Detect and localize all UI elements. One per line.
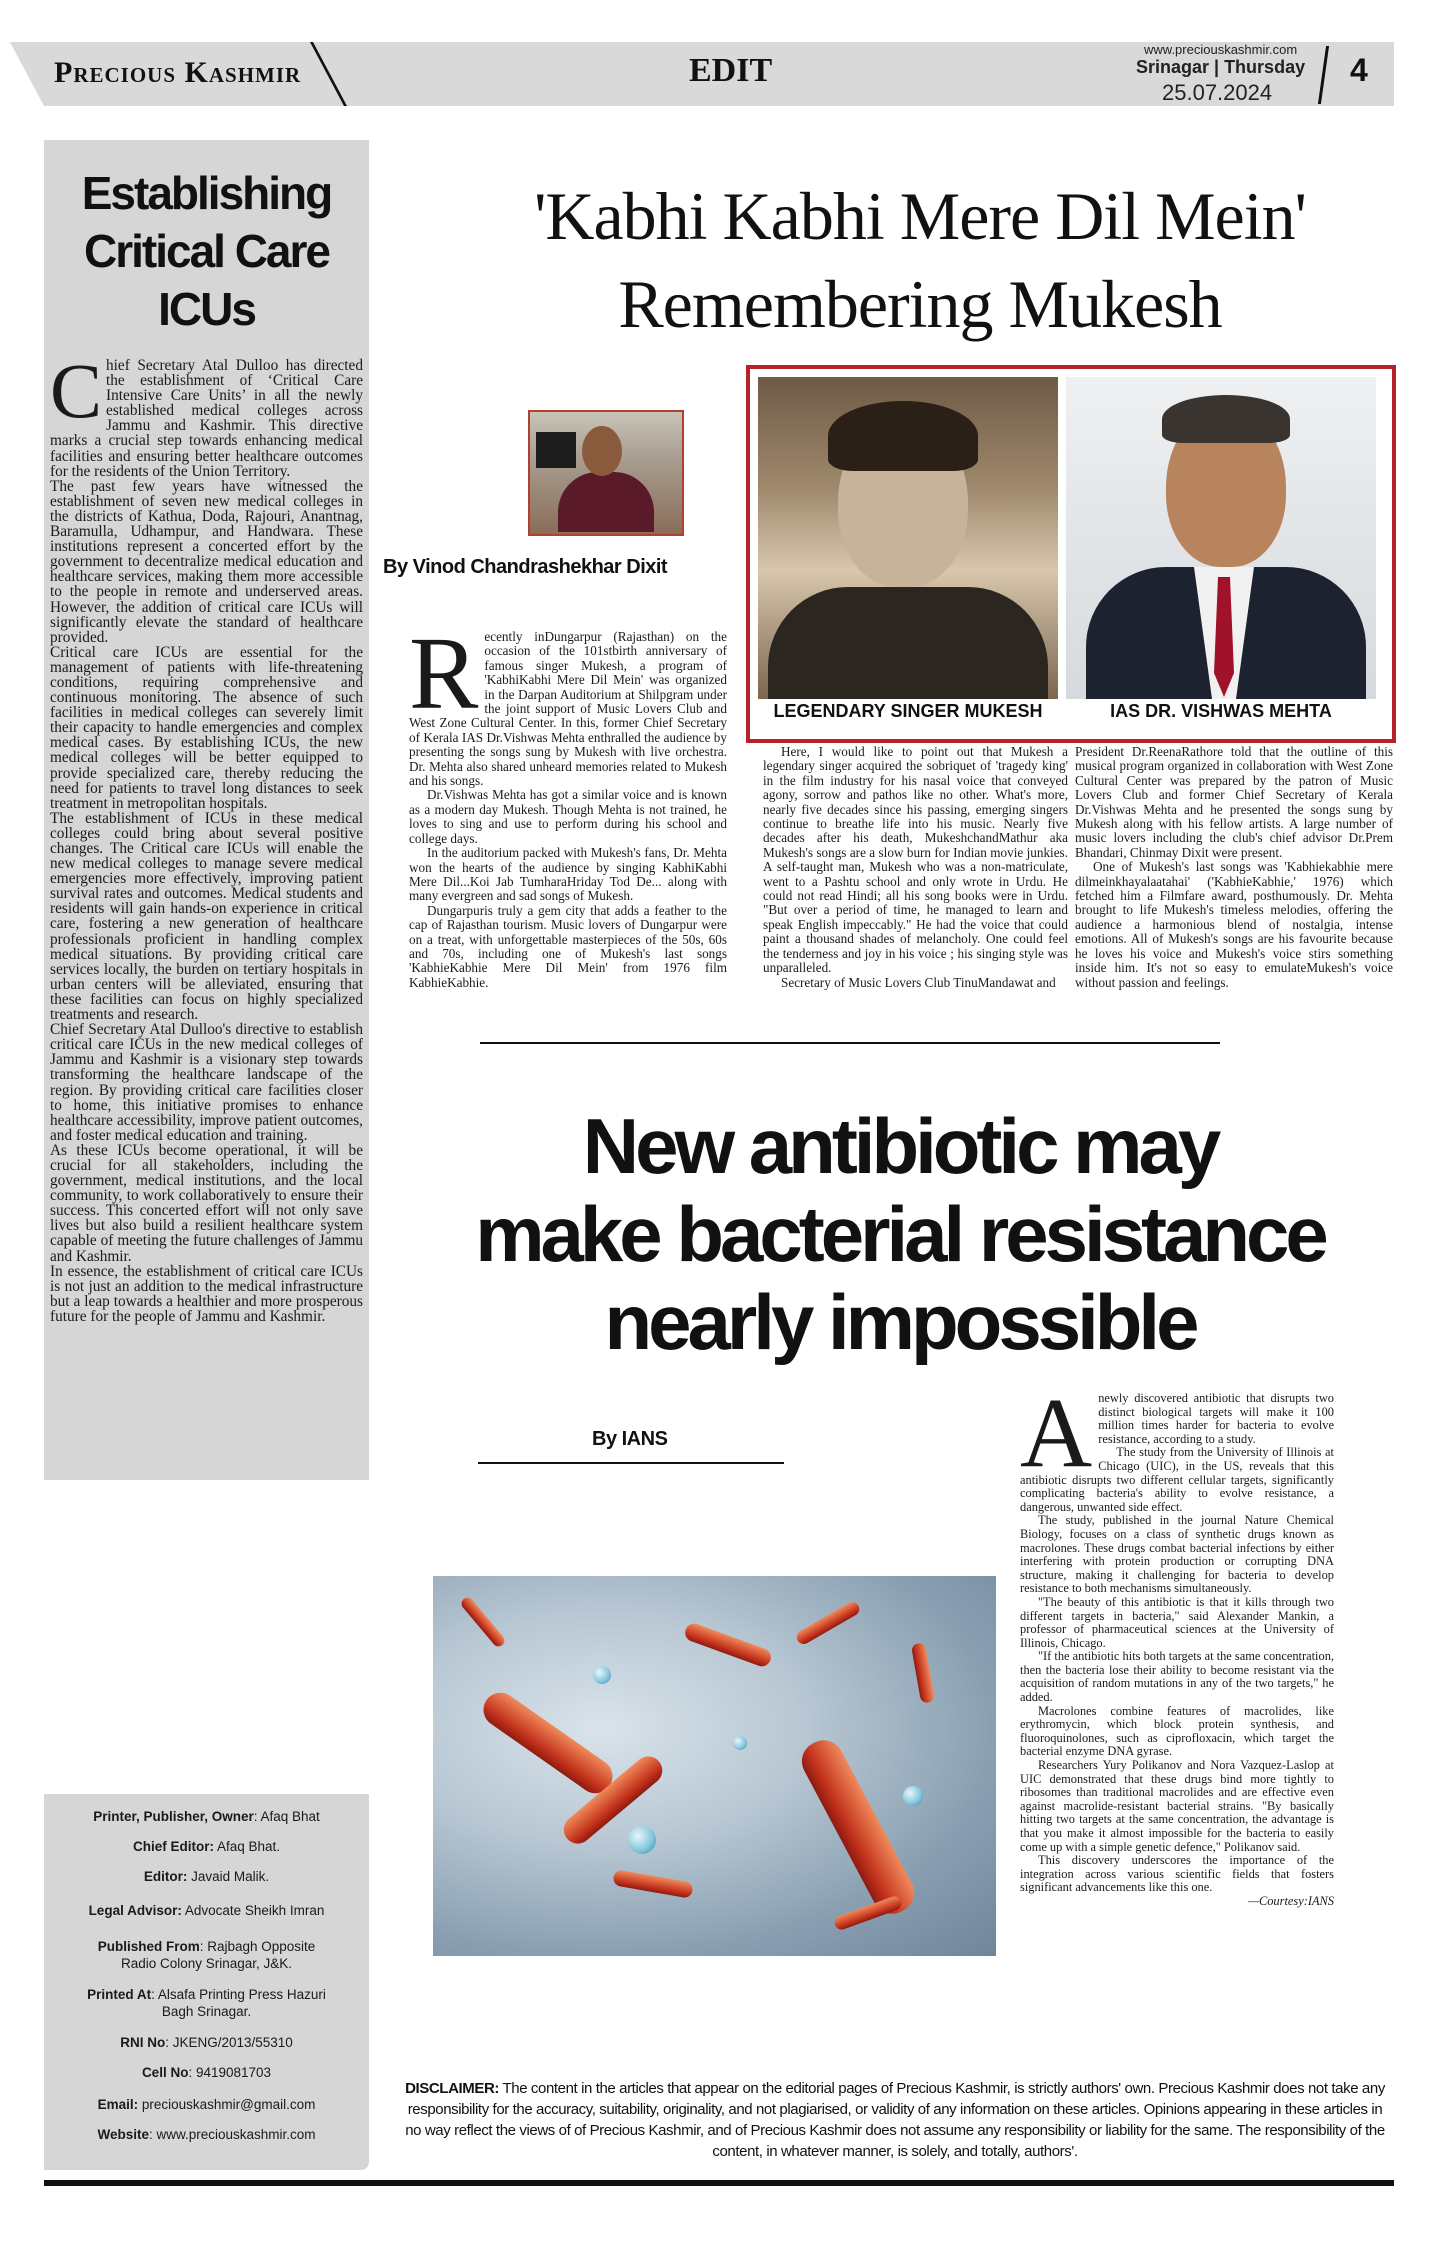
imprint-row: Email: preciouskashmir@gmail.com (97, 2097, 316, 2112)
antibiotic-byline: By IANS (592, 1428, 668, 1450)
antibiotic-paragraph: The study from the University of Illinois at Chicago (UIC), in the US, reveals that this antibiotic disrupts two different cellular targets, significantly complicating bacteria's ability to evolve resistance, a dangerous, unwanted side effect. (1020, 1445, 1334, 1514)
antibiotic-paragraph: newly discovered antibiotic that disrupts two distinct biological targets will make it 100 million times harder for bacteria to evolve resistance, according to a study. (1098, 1391, 1334, 1446)
paper-name: Precious Kashmir (54, 56, 302, 89)
mukesh-paragraph: Dungarpuris truly a gem city that adds a feather to the cap of Rajasthan tourism. Music lovers of Dungarpur were on a treat, with unforgettable masterpieces of the 50s, 60s and 70s, including one of Mukesh's last songs 'KabhieKabhie Mere Dil Mein' from 1976 film KabhieKabhie. (409, 902, 727, 990)
mukesh-mehta-photo (746, 365, 1396, 743)
author-photo (528, 410, 684, 536)
bottom-rule (44, 2180, 1394, 2186)
disclaimer-label: DISCLAIMER: (405, 2080, 499, 2097)
mukesh-byline: By Vinod Chandrashekhar Dixit (383, 556, 668, 578)
antibiotic-body (1020, 1377, 1334, 1909)
mukesh-paragraph: One of Mukesh's last songs was 'Kabhiekabhie mere dilmeinkhayalaatahai' ('KabhieKabhie,' 1976) which fetched him a Filmfare award, posthumously. Dr. Mehta brought to life Mukesh's timeless melodies, offering the audience a harmonious blend of nostalgia, intense emotions. All of Mukesh's songs are his favourite because he loves his voice and Mukesh's voice stirs something inside him. It's not so easy to emulateMukesh's voice without passion and feelings. (1075, 859, 1393, 990)
photo-caption-right: IAS DR. VISHWAS MEHTA (1110, 701, 1332, 721)
left-paragraph: The past few years have witnessed the establishment of seven new medical colleges in the districts of Kathua, Doda, Rajouri, Anantnag, Baramulla, Udhampur, and Handwara. These institutions represent a concerted effort by the government to decentralize medical education and healthcare services, making them more accessible to the people in remote and underserved areas. However, the addition of critical care ICUs will significantly elevate the standard of healthcare provided. (50, 477, 363, 646)
page-number: 4 (1350, 52, 1368, 88)
masthead (44, 42, 1394, 106)
mukesh-column-2 (763, 745, 1068, 990)
mukesh-headline-line2: Remembering Mukesh (618, 266, 1222, 342)
left-paragraph: As these ICUs become operational, it will be crucial for all stakeholders, including the government, medical institutions, and the local community, to work collaboratively to ensure their success. This concerted effort will not only save lives but also build a resilient healthcare system capable of meeting the future challenges of Jammu and Kashmir. (50, 1141, 363, 1265)
imprint-row: Printed At: Alsafa Printing Press Hazuri Bagh Srinagar. (87, 1987, 326, 2019)
mehta-portrait (1066, 377, 1376, 699)
courtesy-line: —Courtesy:IANS (1247, 1893, 1334, 1908)
photo-caption-left: LEGENDARY SINGER MUKESH (773, 701, 1043, 721)
place-day: Srinagar | Thursday (1136, 57, 1306, 77)
imprint-row: Chief Editor: Afaq Bhat. (132, 1839, 281, 1854)
mukesh-paragraph: ecently inDungarpur (Rajasthan) on the occasion of the 101stbirth anniversary of famous singer Mukesh, a program of 'KabhiKabhi Mere Dil Mein' was organized in the Darpan Auditorium at Shilpgram under the joint support of Music Lovers Club and West Zone Cultural Center. In this, former Chief Secretary of Kerala IAS Dr.Vishwas Mehta enthralled the audience by presenting the songs sung by Mukesh with live orchestra. Dr. Mehta also shared unheard memories related to Mukesh and his songs. (409, 629, 727, 789)
antibiotic-paragraph: "If the antibiotic hits both targets at the same concentration, then the bacteria lose their ability to become resistant via the acquisition of random mutations in any of the two targets," he added. (1020, 1649, 1334, 1705)
mukesh-paragraph: Here, I would like to point out that Mukesh a legendary singer acquired the sobriquet of 'tragedy king' in the film industry for his nasal voice that conveyed agony, sorrow and pathos like no other. What's more, nearly five decades since his passing, emerging singers continue to breathe life into his music. Nearly five decades after his death, MukeshchandMathur aka Mukesh's songs are a slow burn for Indian movie junkies. A self-taught man, Mukesh who was a non-matriculate, went to a Pashtu school and only wrote in Urdu. He could not read Hindi; all his song books were in Urdu. "But over a period of time, he managed to learn and speak English impeccably." He had the voice that could paint a thousand shades of melancholy. One could feel the tenderness and joy in his voice ; his singing style was unparalleled. (763, 744, 1068, 976)
antibiotic-headline-line3: nearly impossible (604, 1278, 1196, 1366)
mukesh-paragraph: Secretary of Music Lovers Club TinuMandawat and (781, 974, 1056, 990)
page-number-divider (1318, 46, 1329, 104)
imprint-box (44, 1794, 369, 2170)
left-article-body (50, 347, 363, 1325)
disclaimer (400, 2078, 1390, 2162)
imprint-row: RNI No: JKENG/2013/55310 (120, 2035, 293, 2050)
mukesh-dropcap: R (409, 616, 479, 731)
issue-date: 25.07.2024 (1162, 80, 1273, 105)
left-paragraph: hief Secretary Atal Dulloo has directed the establishment of ‘Critical Care Intensive Care Units’ in all the newly established medical colleges across Jammu and Kashmir. This directive marks a crucial step towards enhancing medical facilities and ensuring better healthcare outcomes for the residents of the Union Territory. (50, 357, 363, 480)
antibiotic-paragraph: Researchers Yury Polikanov and Nora Vazquez-Laslop at UIC demonstrated that these drugs bind more tightly to ribosomes than traditional macrolides and are effective even against macrolide-resistant bacterial strains. "By basically hitting two targets at the same concentration, the advantage is that you make it almost impossible for the bacteria to easily come up with a simple genetic defence," Polikanov said. (1020, 1758, 1334, 1854)
left-paragraph: Chief Secretary Atal Dulloo's directive to establish critical care ICUs in the new medical colleges of Jammu and Kashmir is a visionary step towards transforming the healthcare landscape of the region. By providing critical care facilities closer to home, this initiative promises to enhance healthcare accessibility, improve patient outcomes, and foster medical education and training. (50, 1021, 363, 1144)
left-paragraph: In essence, the establishment of critical care ICUs is not just an addition to the medical infrastructure but a leap towards a healthier and more prosperous future for the people of Jammu and Kashmir. (50, 1262, 363, 1325)
mukesh-paragraph: Dr.Vishwas Mehta has got a similar voice and is known as a modern day Mukesh. Though Mehta is not trained, he loves to sing and use to perform during his school and college days. (409, 787, 727, 846)
disclaimer-text: The content in the articles that appear on the editorial pages of Precious Kashmir, is strictly authors' own. Precious Kashmir does not take any responsibility for the accuracy, suitability, originality, and not plagiarised, or validity of any information on these articles. Opinions appearing in these articles in no way reflect the views of of Precious Kashmir, and of Precious Kashmir does not assume any responsibility or liability for the same. The responsibility of the content, in whatever manner, is solely, and totally, authors'. (405, 2080, 1385, 2160)
mukesh-portrait (758, 377, 1058, 699)
mukesh-headline-line1: 'Kabhi Kabhi Mere Dil Mein' (534, 178, 1306, 254)
site-url: www.preciouskashmir.com (1144, 42, 1298, 57)
mukesh-headline (440, 172, 1400, 348)
bacteria-illustration (433, 1576, 996, 1956)
antibiotic-headline-line1: New antibiotic may (582, 1102, 1218, 1190)
byline-rule (478, 1462, 784, 1464)
antibiotic-paragraph: This discovery underscores the importance of the integration across various scientific fields that fosters significant advancements like this one. (1020, 1853, 1334, 1895)
section-divider (480, 1042, 1220, 1044)
left-paragraph: Critical care ICUs are essential for the management of patients with life-threatening conditions, requiring comprehensive and continuous monitoring. The absence of such facilities in medical colleges can severely limit their capacity to handle emergencies and complex medical cases. By establishing ICUs, the new medical colleges will be better equipped to provide specialized care, thereby reducing the need for patients to travel long distances to seek treatment in metropolitan hospitals. (50, 643, 363, 812)
left-paragraph: The establishment of ICUs in these medical colleges could bring about several positive changes. The Critical care ICUs will enable the new medical colleges to manage severe medical emergencies more effectively, improving patient survival rates and outcomes. Medical students and residents will gain hands-on experience in critical care, fostering a new generation of healthcare professionals proficient in handling complex medical situations. By providing critical care services locally, the burden on tertiary hospitals in urban centers will be alleviated, ensuring that these facilities can focus on highly specialized treatments and research. (50, 809, 363, 1024)
imprint-row: Printer, Publisher, Owner: Afaq Bhat (93, 1809, 320, 1824)
imprint-row: Published From: Rajbagh Opposite Radio Colony Srinagar, J&K. (97, 1939, 316, 1971)
left-article-title: Establishing Critical Care ICUs (81, 167, 332, 335)
mukesh-paragraph: President Dr.ReenaRathore told that the outline of this musical program organized in collaboration with West Zone Cultural Center was prepared by the patron of Music Lovers Club and former Chief Secretary of Kerala Dr.Vishwas Mehta and he presented the songs sung by Mukesh along with his fellow artists. A large number of music lovers including the club's chief advisor Dr.Prem Bhandari, Chinmay Dixit were present. (1075, 744, 1393, 860)
imprint-row: Website: www.preciouskashmir.com (97, 2127, 316, 2142)
imprint-row: Editor: Javaid Malik. (143, 1869, 270, 1884)
antibiotic-headline (420, 1102, 1380, 1366)
section-label: EDIT (689, 52, 773, 89)
antibiotic-dropcap: A (1020, 1377, 1093, 1488)
imprint-row: Cell No: 9419081703 (141, 2065, 272, 2080)
antibiotic-headline-line2: make bacterial resistance (475, 1190, 1325, 1278)
antibiotic-paragraph: The study, published in the journal Nature Chemical Biology, focuses on a class of synthetic drugs known as macrolones. These drugs combat bacterial infections by either interfering with protein production or corrupting DNA structure, making it challenging for bacteria to develop resistance to both mechanisms simultaneously. (1020, 1513, 1334, 1596)
left-editorial-box (44, 140, 369, 1480)
imprint-row: Legal Advisor: Advocate Sheikh Imran (88, 1903, 325, 1918)
mukesh-paragraph: In the auditorium packed with Mukesh's fans, Dr. Mehta won the hearts of the audience by singing KabhiKabhi Mere Dil...Koi Jab TumharaHriday Tod De... along with many evergreen and sad songs of Mukesh. (409, 845, 727, 904)
mukesh-column-1 (409, 616, 727, 990)
antibiotic-paragraph: Macrolones combine features of macrolides, like erythromycin, which block protein synthesis, and fluoroquinolones, such as ciprofloxacin, which target the bacterial enzyme DNA gyrase. (1020, 1703, 1334, 1759)
mukesh-column-3 (1075, 745, 1393, 990)
antibiotic-paragraph: "The beauty of this antibiotic is that it kills through two different targets in bacteria," said Alexander Mankin, a professor of pharmaceutical sciences at the University of Illinois, Chicago. (1020, 1594, 1334, 1650)
left-dropcap: C (50, 347, 103, 434)
